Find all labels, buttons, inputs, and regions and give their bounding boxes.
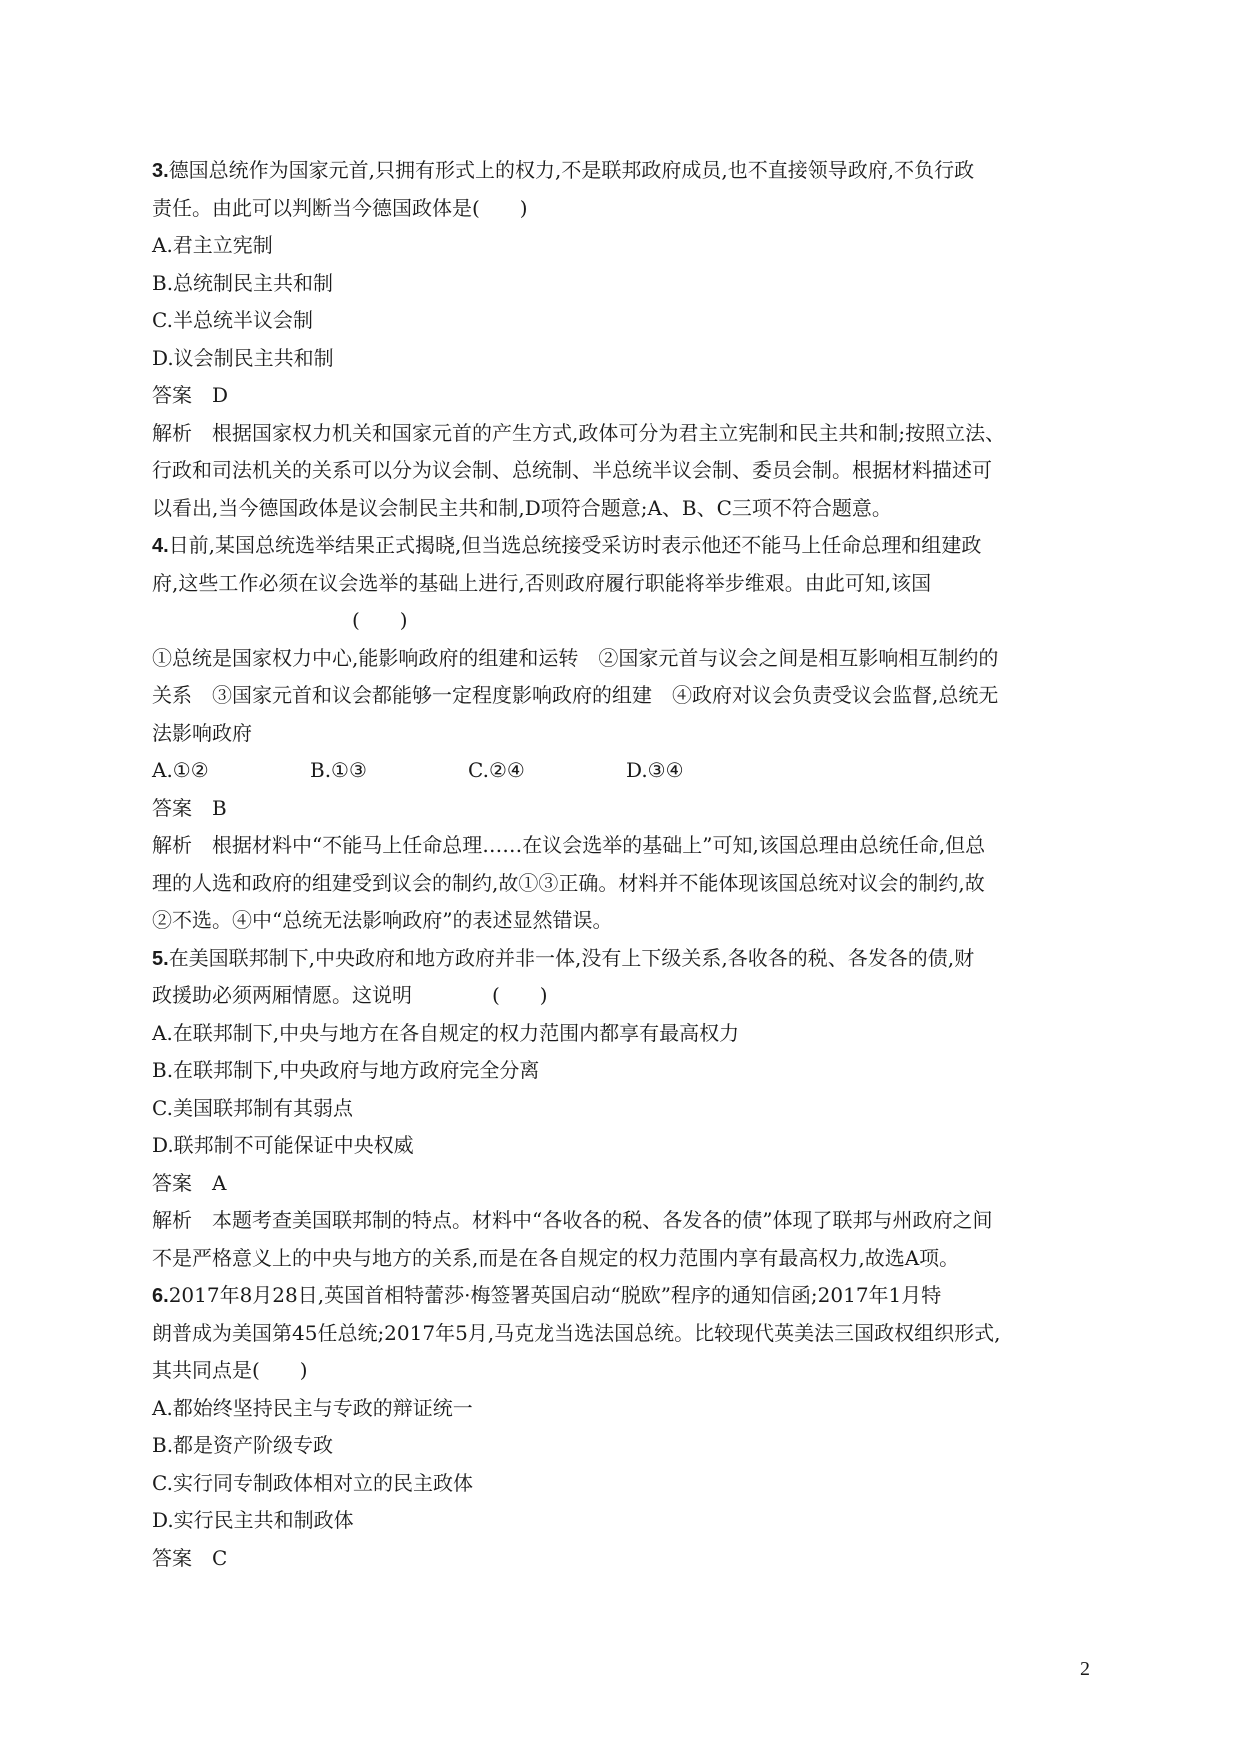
question-number: 4. [152, 535, 169, 557]
choice-c: C.②④ [468, 758, 525, 782]
option-b: B.在联邦制下,中央政府与地方政府完全分离 [152, 1058, 540, 1082]
question-3 [152, 152, 1092, 527]
question-stem-line: 朗普成为美国第45任总统;2017年5月,马克龙当选法国总统。比较现代英美法三国政权组织形式, [152, 1320, 1001, 1345]
answer: 答案 C [152, 1545, 228, 1570]
option-d: D.议会制民主共和制 [152, 345, 334, 370]
statement-line: 法影响政府 [152, 720, 252, 745]
option-b: B.都是资产阶级专政 [152, 1433, 334, 1457]
analysis-line: 解析 本题考查美国联邦制的特点。材料中“各收各的税、各发各的债”体现了联邦与州政府之间 [152, 1208, 993, 1232]
question-4 [152, 527, 1092, 940]
question-stem-line: 府,这些工作必须在议会选举的基础上进行,否则政府履行职能将举步维艰。由此可知,该国 [152, 570, 932, 595]
option-c: C.美国联邦制有其弱点 [152, 1095, 353, 1120]
option-a: A.都始终坚持民主与专政的辩证统一 [152, 1395, 473, 1420]
question-stem-line: 3.德国总统作为国家元首,只拥有形式上的权力,不是联邦政府成员,也不直接领导政府,不负行政 [152, 158, 975, 182]
option-d: D.联邦制不可能保证中央权威 [152, 1133, 414, 1157]
analysis-line: 行政和司法机关的关系可以分为议会制、总统制、半总统半议会制、委员会制。根据材料描述可 [152, 458, 992, 482]
answer-blank: ( ) [352, 608, 408, 632]
option-a: A.在联邦制下,中央与地方在各自规定的权力范围内都享有最高权力 [152, 1020, 740, 1045]
answer: 答案 B [152, 795, 227, 820]
answer: 答案 A [152, 1170, 227, 1195]
analysis-line: 不是严格意义上的中央与地方的关系,而是在各自规定的权力范围内享有最高权力,故选A项。 [152, 1245, 960, 1270]
analysis-line: 以看出,当今德国政体是议会制民主共和制,D项符合题意;A、B、C三项不符合题意。 [152, 495, 892, 520]
answer: 答案 D [152, 383, 229, 407]
question-stem-line: 政援助必须两厢情愿。这说明 ( ) [152, 983, 548, 1007]
question-stem-line: 4.日前,某国总统选举结果正式揭晓,但当选总统接受采访时表示他还不能马上任命总理和组建政 [152, 533, 982, 557]
choice-d: D.③④ [626, 758, 684, 782]
analysis-line: 解析 根据材料中“不能马上任命总理……在议会选举的基础上”可知,该国总理由总统任命,但总 [152, 833, 986, 857]
question-number: 3. [152, 160, 169, 182]
question-stem-line: 6.2017年8月28日,英国首相特蕾莎·梅签署英国启动“脱欧”程序的通知信函;2017年1月特 [152, 1283, 942, 1307]
analysis-line: 解析 根据国家权力机关和国家元首的产生方式,政体可分为君主立宪制和民主共和制;按照立法、 [152, 420, 1006, 445]
analysis-line: ②不选。④中“总统无法影响政府”的表述显然错误。 [152, 908, 613, 932]
option-c: C.实行同专制政体相对立的民主政体 [152, 1470, 473, 1495]
option-b: B.总统制民主共和制 [152, 270, 334, 295]
option-c: C.半总统半议会制 [152, 308, 313, 332]
statement-line: 关系 ③国家元首和议会都能够一定程度影响政府的组建 ④政府对议会负责受议会监督,总统无 [152, 683, 999, 707]
analysis-line: 理的人选和政府的组建受到议会的制约,故①③正确。材料并不能体现该国总统对议会的制约,故 [152, 870, 985, 895]
question-6 [152, 1277, 1092, 1577]
option-d: D.实行民主共和制政体 [152, 1508, 354, 1532]
choice-b: B.①③ [310, 758, 367, 782]
question-number: 6. [152, 1285, 169, 1307]
question-number: 5. [152, 947, 169, 970]
choices-row [152, 752, 1092, 790]
question-stem-line: 5.在美国联邦制下,中央政府和地方政府并非一体,没有上下级关系,各收各的税、各发各的债,财 [152, 945, 975, 970]
question-stem-line: 其共同点是( ) [152, 1358, 308, 1382]
page-number: 2 [1080, 1658, 1090, 1680]
question-5 [152, 940, 1092, 1278]
question-stem-line: 责任。由此可以判断当今德国政体是( ) [152, 195, 528, 220]
option-a: A.君主立宪制 [152, 233, 273, 257]
statement-line: ①总统是国家权力中心,能影响政府的组建和运转 ②国家元首与议会之间是相互影响相互制约的 [152, 645, 999, 670]
choice-a: A.①② [152, 758, 209, 782]
document-body [152, 152, 1092, 1577]
